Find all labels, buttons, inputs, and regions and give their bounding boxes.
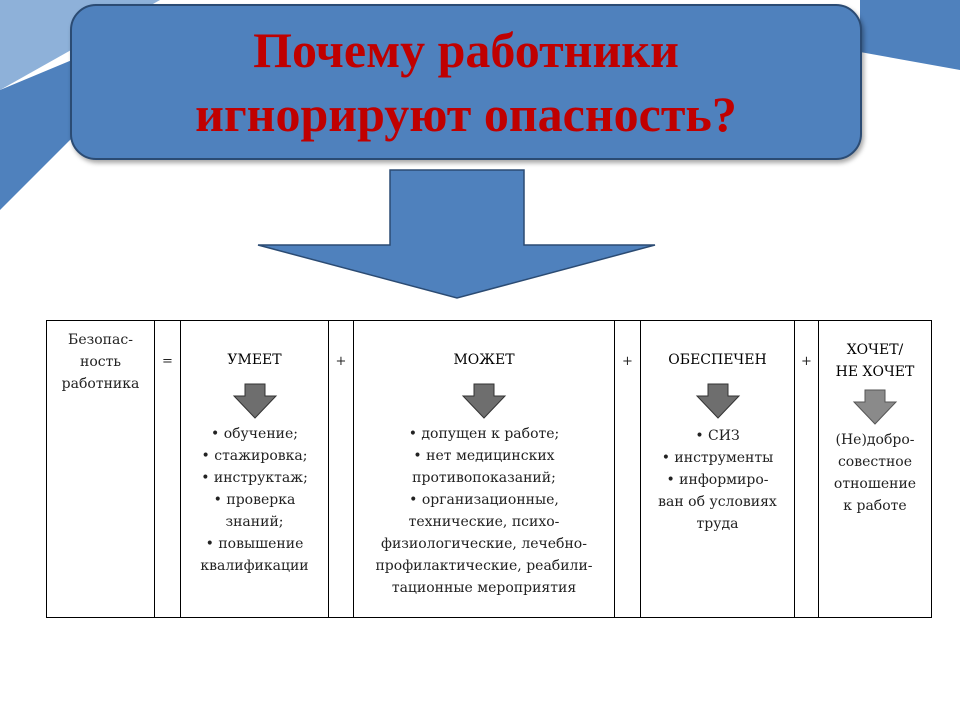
list-item: • допущен к работе; <box>408 426 560 442</box>
operator-column <box>794 321 818 617</box>
hochet-heading-line: ХОЧЕТ/ <box>846 342 904 358</box>
operator-column <box>154 321 180 617</box>
list-item: технические, психо- <box>408 514 560 530</box>
mozhet-heading: МОЖЕТ <box>453 352 515 368</box>
list-item: • нет медицинских <box>413 448 555 464</box>
subject-line: Безопас- <box>68 332 133 348</box>
title-line-1: Почему работники <box>253 22 679 78</box>
list-item: противопоказаний; <box>412 470 556 486</box>
list-item: • инструктаж; <box>201 470 308 486</box>
list-item: физиологические, лечебно- <box>381 536 587 552</box>
plus-sign: + <box>335 354 347 369</box>
list-item: • повышение <box>205 536 304 552</box>
plus-sign: + <box>801 354 812 369</box>
arrow-down-icon <box>852 389 898 425</box>
equals-sign: = <box>162 354 173 369</box>
hochet-heading <box>836 339 915 383</box>
list-item: совестное <box>837 454 913 470</box>
list-item: знаний; <box>225 514 284 530</box>
list-item: отношение <box>833 476 917 492</box>
list-item: труда <box>696 516 739 532</box>
list-item: (Не)добро- <box>835 432 915 448</box>
umeet-column <box>180 321 328 617</box>
umeet-heading: УМЕЕТ <box>227 352 282 368</box>
arrow-down-icon <box>695 383 741 419</box>
hochet-list <box>834 429 916 517</box>
subject-column <box>46 321 154 617</box>
list-item: • информиро- <box>666 472 769 488</box>
plus-sign: + <box>622 354 633 369</box>
hochet-heading-line: НЕ ХОЧЕТ <box>835 364 915 380</box>
list-item: • стажировка; <box>201 448 308 464</box>
subject-label <box>62 329 140 395</box>
list-item: квалификации <box>200 558 309 574</box>
list-item: ван об условиях <box>658 494 777 510</box>
title-line-2: игнорируют опасность? <box>195 86 737 142</box>
list-item: • проверка <box>213 492 296 508</box>
list-item: к работе <box>843 498 907 514</box>
subject-line: ность <box>80 354 121 370</box>
list-item: • инструменты <box>661 450 774 466</box>
hochet-column <box>818 321 932 617</box>
operator-column <box>328 321 353 617</box>
mozhet-column <box>353 321 614 617</box>
list-item: • организационные, <box>409 492 559 508</box>
obespechen-heading: ОБЕСПЕЧЕН <box>668 352 767 368</box>
list-item: профилактические, реабили- <box>375 558 593 574</box>
umeet-list <box>200 423 308 577</box>
subject-line: работника <box>61 376 140 392</box>
arrow-down-icon <box>461 383 507 419</box>
operator-column <box>614 321 640 617</box>
list-item: тационные мероприятия <box>391 580 577 596</box>
obespechen-column <box>640 321 794 617</box>
obespechen-list <box>658 425 777 535</box>
mozhet-list <box>375 423 592 599</box>
list-item: • обучение; <box>210 426 298 442</box>
formula-table <box>46 320 932 618</box>
arrow-down-icon <box>232 383 278 419</box>
list-item: • СИЗ <box>695 428 740 444</box>
